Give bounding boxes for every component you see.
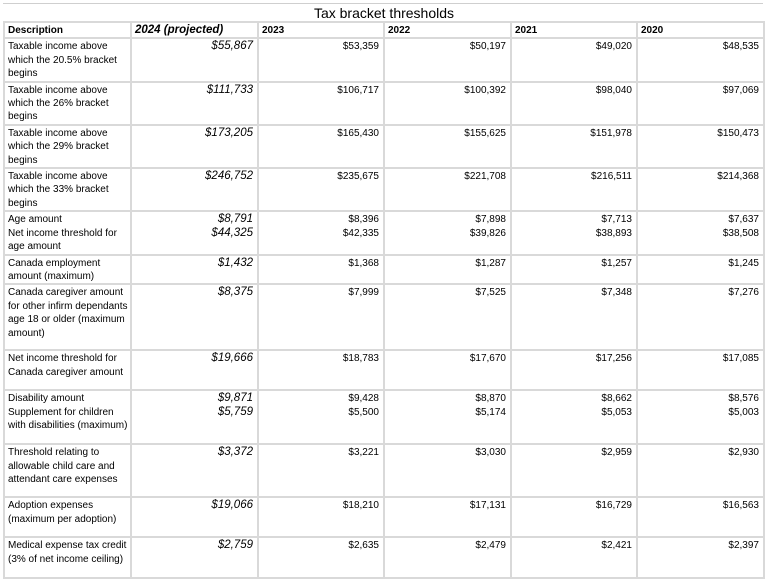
value-line: $5,759 xyxy=(217,405,253,418)
value-2024: $111,733 xyxy=(131,82,258,125)
value-2020 xyxy=(637,390,764,444)
value-2020: $48,535 xyxy=(637,38,764,81)
value-2021: $16,729 xyxy=(511,497,637,537)
value-2021: $2,421 xyxy=(511,537,637,578)
table-row xyxy=(4,125,764,168)
value-2023: $18,783 xyxy=(258,350,384,390)
value-line: $42,335 xyxy=(342,227,379,239)
value-line: $44,325 xyxy=(211,226,253,239)
value-2021: $49,020 xyxy=(511,38,637,81)
value-line: $38,893 xyxy=(595,227,632,239)
value-2020: $17,085 xyxy=(637,350,764,390)
top-rule xyxy=(3,3,763,4)
value-2021: $7,348 xyxy=(511,284,637,350)
value-2020: $1,245 xyxy=(637,255,764,285)
value-line: $8,662 xyxy=(601,393,632,405)
value-line: $5,500 xyxy=(348,406,379,418)
value-line: $7,713 xyxy=(601,214,632,226)
row-label: Canada caregiver amount for other infirm dependants age 18 or older (maximum amount) xyxy=(4,284,131,350)
value-2020: $7,276 xyxy=(637,284,764,350)
value-2021 xyxy=(511,211,637,254)
row-label: Taxable income above which the 20.5% bracket begins xyxy=(4,38,131,81)
table-row xyxy=(4,284,764,350)
value-2024: $3,372 xyxy=(131,444,258,497)
value-line: $9,871 xyxy=(217,392,253,405)
row-label: Net income threshold for Canada caregiver amount xyxy=(4,350,131,390)
value-2022: $17,670 xyxy=(384,350,511,390)
value-2022: $155,625 xyxy=(384,125,511,168)
column-header-2024: 2024 (projected) xyxy=(131,22,258,38)
value-2024: $8,375 xyxy=(131,284,258,350)
value-2022 xyxy=(384,390,511,444)
tax-bracket-table xyxy=(3,21,765,579)
value-2024 xyxy=(131,390,258,444)
value-2024: $19,666 xyxy=(131,350,258,390)
value-2023 xyxy=(258,390,384,444)
value-2022: $221,708 xyxy=(384,168,511,211)
row-label xyxy=(4,211,131,254)
row-label: Threshold relating to allowable child care and attendant care expenses xyxy=(4,444,131,497)
value-line: $7,637 xyxy=(728,214,759,226)
value-2024: $173,205 xyxy=(131,125,258,168)
column-header-2020: 2020 xyxy=(637,22,764,38)
value-2020: $97,069 xyxy=(637,82,764,125)
value-2023: $53,359 xyxy=(258,38,384,81)
value-2022: $7,525 xyxy=(384,284,511,350)
column-header-2021: 2021 xyxy=(511,22,637,38)
value-2020: $2,930 xyxy=(637,444,764,497)
value-2024: $55,867 xyxy=(131,38,258,81)
value-2021: $2,959 xyxy=(511,444,637,497)
row-label-disability-amount: Disability amount xyxy=(8,393,85,405)
value-2022: $100,392 xyxy=(384,82,511,125)
value-2023: $235,675 xyxy=(258,168,384,211)
value-2024: $19,066 xyxy=(131,497,258,537)
value-2024 xyxy=(131,211,258,254)
table-row xyxy=(4,211,764,254)
value-2023: $2,635 xyxy=(258,537,384,578)
value-2021: $216,511 xyxy=(511,168,637,211)
value-2021: $1,257 xyxy=(511,255,637,285)
value-line: $38,508 xyxy=(722,227,759,239)
value-line: $5,174 xyxy=(475,406,506,418)
value-2020: $214,368 xyxy=(637,168,764,211)
value-line: $8,870 xyxy=(475,393,506,405)
value-line: $9,428 xyxy=(348,393,379,405)
value-line: $8,791 xyxy=(217,213,253,226)
table-row xyxy=(4,390,764,444)
row-label: Adoption expenses (maximum per adoption) xyxy=(4,497,131,537)
value-2020: $16,563 xyxy=(637,497,764,537)
column-header-2022: 2022 xyxy=(384,22,511,38)
value-2023: $165,430 xyxy=(258,125,384,168)
table-row xyxy=(4,537,764,578)
table-row xyxy=(4,497,764,537)
value-2021 xyxy=(511,390,637,444)
header-row xyxy=(4,22,764,38)
value-2021: $151,978 xyxy=(511,125,637,168)
value-line: $8,396 xyxy=(348,214,379,226)
row-label: Canada employment amount (maximum) xyxy=(4,255,131,285)
value-2023: $1,368 xyxy=(258,255,384,285)
value-2022 xyxy=(384,211,511,254)
value-line: $7,898 xyxy=(475,214,506,226)
value-line: $5,003 xyxy=(728,406,759,418)
value-2023: $18,210 xyxy=(258,497,384,537)
table-row xyxy=(4,38,764,81)
row-label xyxy=(4,390,131,444)
value-2021: $98,040 xyxy=(511,82,637,125)
value-2022: $2,479 xyxy=(384,537,511,578)
value-2022: $17,131 xyxy=(384,497,511,537)
value-2023 xyxy=(258,211,384,254)
value-line: $5,053 xyxy=(601,406,632,418)
row-label-age-amount: Age amount xyxy=(8,214,62,226)
value-2024: $1,432 xyxy=(131,255,258,285)
table-row xyxy=(4,350,764,390)
table-row xyxy=(4,168,764,211)
value-2020 xyxy=(637,211,764,254)
row-label-age-threshold: Net income threshold for age amount xyxy=(8,227,117,253)
value-2024: $2,759 xyxy=(131,537,258,578)
row-label: Medical expense tax credit (3% of net income ceiling) xyxy=(4,537,131,578)
value-2022: $1,287 xyxy=(384,255,511,285)
value-2022: $50,197 xyxy=(384,38,511,81)
page-title: Tax bracket thresholds xyxy=(313,5,455,21)
table-row xyxy=(4,444,764,497)
value-2024: $246,752 xyxy=(131,168,258,211)
row-label: Taxable income above which the 26% bracket begins xyxy=(4,82,131,125)
column-header-2023: 2023 xyxy=(258,22,384,38)
value-2023: $7,999 xyxy=(258,284,384,350)
value-2022: $3,030 xyxy=(384,444,511,497)
value-line: $8,576 xyxy=(728,393,759,405)
table-row xyxy=(4,255,764,285)
row-label-disability-supplement: Supplement for children with disabilities (maximum) xyxy=(8,406,128,432)
row-label: Taxable income above which the 29% bracket begins xyxy=(4,125,131,168)
value-2023: $106,717 xyxy=(258,82,384,125)
value-2020: $2,397 xyxy=(637,537,764,578)
value-2020: $150,473 xyxy=(637,125,764,168)
value-2023: $3,221 xyxy=(258,444,384,497)
column-header-description: Description xyxy=(4,22,131,38)
row-label: Taxable income above which the 33% bracket begins xyxy=(4,168,131,211)
value-2021: $17,256 xyxy=(511,350,637,390)
table-row xyxy=(4,82,764,125)
value-line: $39,826 xyxy=(469,227,506,239)
